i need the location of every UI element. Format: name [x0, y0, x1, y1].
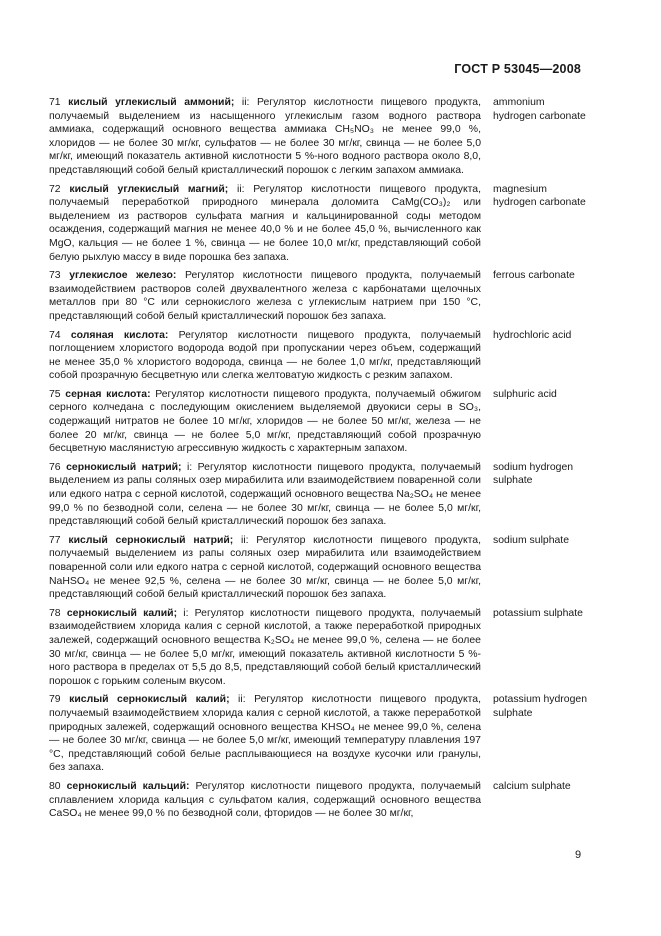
- entry-list: [49, 96, 589, 826]
- entry-body: Регулятор кислотности пищевого продукта, получаемый сплавлением хлорида кальция с сульфатом калия, содержащий основного вещества CaSO₄ не менее 99,0 % по безводной соли, фторидов — не более 30 мг/кг,: [49, 780, 481, 820]
- entry-term: углекислое железо:: [69, 270, 177, 282]
- entry-77: [49, 534, 589, 602]
- entry-definition: [49, 461, 481, 529]
- entry-number: 71: [49, 97, 61, 108]
- entry-term: кислый углекислый аммоний;: [68, 97, 235, 108]
- entry-80: [49, 780, 589, 821]
- entry-number: 76: [49, 461, 61, 473]
- entry-number: 74: [49, 329, 61, 341]
- entry-term: сернокислый калий;: [66, 607, 178, 619]
- entry-body: Регулятор кислотности пищевого продукта, получаемый поглощением хлористого водорода водой при пропускании через объем, содержащий не менее 35,0 % хлористого водорода, свинца — не более 1,0 мг/кг, представляющий собой прозрачную бесцветную или слегка желтоватую жидкость с резким запахом.: [49, 329, 481, 382]
- entry-number: 78: [49, 607, 61, 619]
- entry-body: Регулятор кислотности пищевого продукта, получаемый выделением из насыщенного углекислым газом водного раствора аммиака, содержащий основного вещества аммиака CH₅NO₃ не менее 99,0 %, хлоридов — не более 30 мг/кг, сульфатов — не более 30 мг/кг, свинца — не более 5,0 мг/кг, имеющий показатель активной кислотности 5 %-ного водного раствора около 8,0, представляющий собой белый кристаллический порошок с легким запахом аммиака.: [49, 97, 482, 176]
- entry-term: сернокислый натрий;: [66, 461, 182, 473]
- entry-english-term: magnesium hydrogen carbonate: [493, 183, 586, 209]
- entry-number: 80: [49, 780, 61, 792]
- entry-term: кислый сернокислый натрий;: [68, 534, 234, 546]
- entry-body: Регулятор кислотности пищевого продукта, получаемый взаимодействием хлорида калия с серной кислотой, а также переработкой природных залежей, содержащий основного вещества KHSO₄ не менее 99,0 %, селена — не более 30 мг/кг, свинца — не более 5,0 мг/кг, имеющий температуру плавления 197 °С, представляющий собой белые расплывающиеся на воздухе кусочки или гранулы, без запаха.: [49, 694, 482, 774]
- document-header: ГОСТ Р 53045—2008: [454, 62, 581, 76]
- entry-english-term: ammonium hydrogen carbonate: [493, 97, 586, 122]
- entry-mark: i:: [181, 461, 193, 473]
- entry-definition: [49, 780, 481, 821]
- entry-english-term: sodium hydrogen sulphate: [493, 461, 574, 487]
- entry-73: [49, 269, 589, 323]
- entry-number: 77: [49, 534, 61, 546]
- entry-mark: i:: [177, 607, 189, 619]
- entry-english-term: hydrochloric acid: [493, 329, 572, 341]
- entry-mark: ii:: [234, 97, 250, 108]
- entry-definition: [49, 388, 481, 456]
- page-number: 9: [575, 849, 582, 861]
- entry-body: Регулятор кислотности пищевого продукта, получаемый обжигом серного колчедана с последующим окислением выделяемой двуокиси серы в SO₃, содержащий нитратов не более 10 мг/кг, хлоридов — не более 50 мг/кг, железа — не более 20 мг/кг, свинца — не более 5,0 мг/кг, представляющий собой прозрачную бесцветную маслянистую агрессивную жидкость с характерным запахом.: [49, 388, 482, 455]
- entry-74: [49, 329, 589, 383]
- entry-english-term: calcium sulphate: [493, 780, 571, 792]
- entry-definition: [49, 183, 481, 265]
- entry-english-term: potassium sulphate: [493, 607, 583, 619]
- entry-76: [49, 461, 589, 529]
- entry-term: сернокислый кальций:: [66, 780, 190, 792]
- entry-term: серная кислота:: [65, 388, 151, 400]
- entry-mark: ii:: [228, 183, 245, 195]
- entry-term: соляная кислота:: [70, 329, 169, 341]
- entry-78: [49, 607, 589, 689]
- entry-body: Регулятор кислотности пищевого продукта, получаемый выделением из рапы соляных озер мирабилита или взаимодействием поваренной соли или едкого натра с серной кислотой, содержащий основного вещества Na₂SO₄ не менее 99,0 % по безводной соли, селена — не более 30 мг/кг, свинца — не более 5,0 мг/кг, представляющий собой белый кристаллический порошок без запаха.: [49, 461, 481, 528]
- entry-71: [49, 96, 589, 178]
- entry-body: Регулятор кислотности пищевого продукта, получаемый взаимодействием хлорида калия с серной кислотой, а также переработкой природных залежей, содержащий основного вещества K₂SO₄ не менее 99,0 %, селена — не более 30 мг/кг, свинца — не более 5,0 мг/кг, имеющий показатель активной кислотности 5 %-ного раствора в пределах от 5,5 до 8,5, представляющий собой белый кристаллический порошок с горьким соленым вкусом.: [49, 607, 481, 687]
- entry-body: Регулятор кислотности пищевого продукта, получаемый выделением из рапы соляных озер мирабилита или взаимодействием поваренной соли или едкого натра с серной кислотой, содержащий основного вещества NaHSO₄ не менее 92,5 %, селена — не более 30 мг/кг, свинца — не более 5,0 мг/кг, представляющий собой белый кристаллический порошок без запаха.: [49, 534, 482, 601]
- entry-number: 75: [49, 388, 61, 400]
- entry-number: 73: [49, 270, 61, 282]
- entry-english-term: ferrous carbonate: [493, 270, 575, 282]
- entry-body: Регулятор кислотности пищевого продукта, получаемый взаимодействием растворов солей двухвалентного железа с карбонатами щелочных металлов при 80 °С или сернокислого железа с углекислым натрием при 150 °С, представляющий собой белый кристаллический порошок без запаха.: [49, 270, 481, 322]
- entry-definition: [49, 96, 481, 178]
- entry-definition: [49, 534, 481, 602]
- entry-body: Регулятор кислотности пищевого продукта, получаемый переработкой природного минерала доломита CaMg(CO₃)₂ или выделением из растворов сульфата магния и кальцинированной соды методом осаждения, содержащий магния не менее 40,0 % и не более 45,0 %, вычисленного как MgO, кальция — не более 1 %, свинца — не более 10,0 мг/кг, представляющий собой белую рыхлую массу в виде порошка без запаха.: [49, 183, 482, 263]
- entry-english-term: potassium hydrogen sulphate: [493, 694, 587, 719]
- entry-definition: [49, 693, 481, 775]
- entry-english-term: sulphuric acid: [493, 388, 557, 400]
- entry-term: кислый сернокислый калий;: [69, 694, 230, 706]
- entry-definition: [49, 607, 481, 689]
- entry-definition: [49, 269, 481, 323]
- entry-term: кислый углекислый магний;: [69, 183, 229, 195]
- entry-definition: [49, 329, 481, 383]
- entry-mark: ii:: [233, 534, 249, 546]
- entry-75: [49, 388, 589, 456]
- entry-english-term: sodium sulphate: [493, 534, 570, 546]
- entry-mark: ii:: [229, 694, 246, 706]
- entry-72: [49, 183, 589, 265]
- entry-number: 72: [49, 183, 61, 195]
- entry-number: 79: [49, 694, 61, 706]
- entry-79: [49, 693, 589, 775]
